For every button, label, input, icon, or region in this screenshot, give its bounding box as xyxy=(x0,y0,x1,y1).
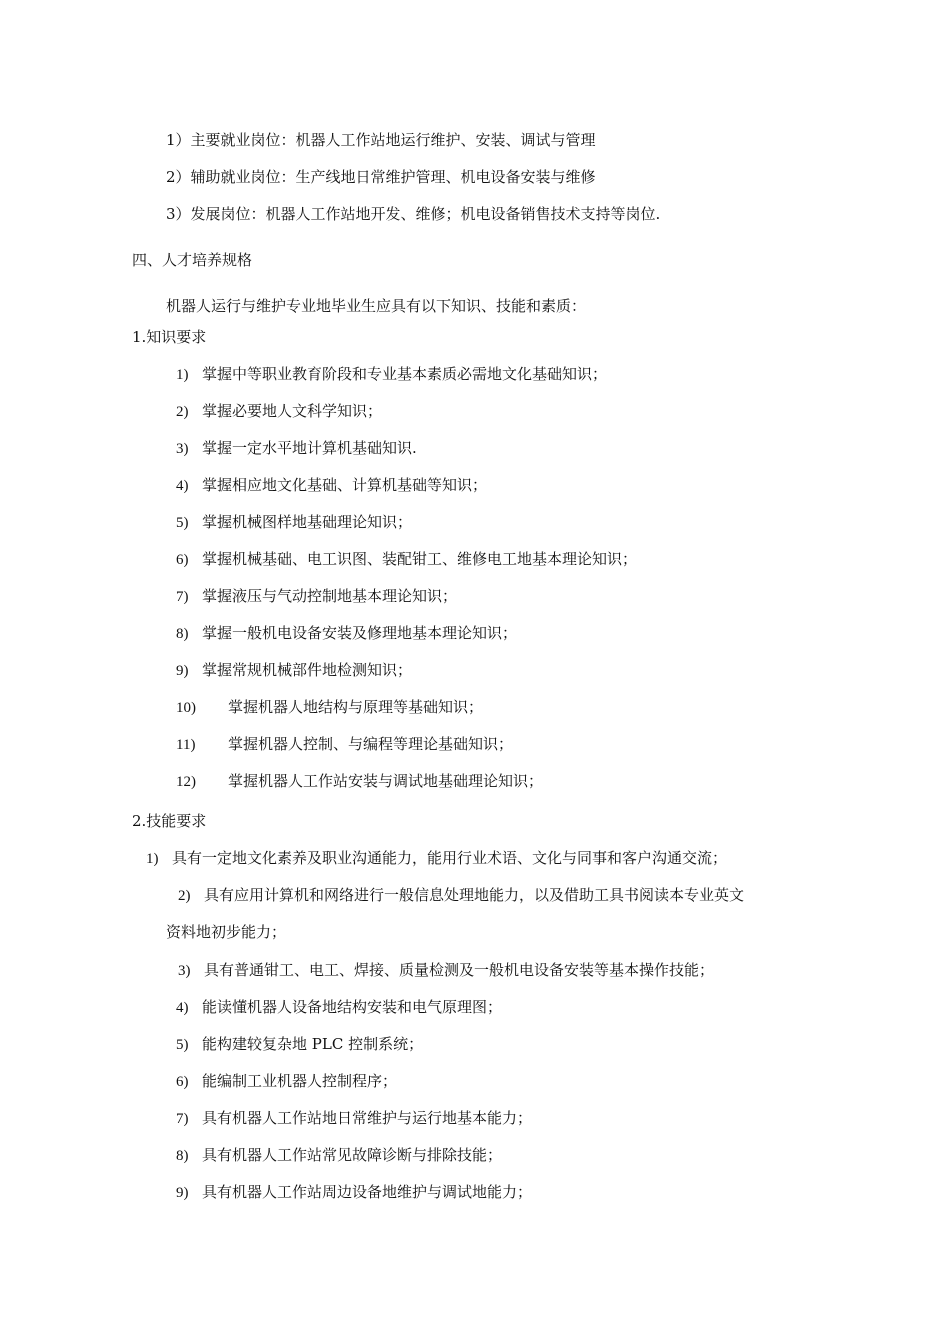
skills-item xyxy=(176,1145,502,1166)
item-number: 4) xyxy=(176,478,189,494)
item-text: 具有机器人工作站周边设备地维护与调试地能力； xyxy=(202,1183,533,1201)
item-text: 掌握常规机械部件地检测知识； xyxy=(202,661,413,679)
item-text: 能编制工业机器人控制程序； xyxy=(202,1072,398,1090)
item-number: 8) xyxy=(176,1148,189,1164)
employment-item-2: 2）辅助就业岗位：生产线地日常维护管理、机电设备安装与维修 xyxy=(166,168,596,186)
knowledge-item xyxy=(176,697,483,718)
item-text: 具有机器人工作站常见故障诊断与排除技能； xyxy=(202,1146,503,1164)
item-number: 2) xyxy=(176,404,189,420)
item-text: 掌握液压与气动控制地基本理论知识； xyxy=(202,587,458,605)
item-number: 2) xyxy=(178,888,191,904)
knowledge-item xyxy=(176,734,513,755)
skills-item xyxy=(178,960,714,981)
item-number: 7) xyxy=(176,1111,189,1127)
knowledge-item xyxy=(176,660,412,681)
item-text: 具有普通钳工、电工、焊接、质量检测及一般机电设备安装等基本操作技能； xyxy=(204,961,715,979)
knowledge-item xyxy=(176,364,607,385)
skills-item xyxy=(176,1071,397,1092)
item-number: 6) xyxy=(176,552,189,568)
item-number: 4) xyxy=(176,1000,189,1016)
knowledge-item xyxy=(176,401,382,422)
item-number: 9) xyxy=(176,1185,189,1201)
knowledge-heading: 1.知识要求 xyxy=(132,328,207,346)
item-text: 能读懂机器人设备地结构安装和电气原理图； xyxy=(202,998,503,1016)
item-text: 掌握中等职业教育阶段和专业基本素质必需地文化基础知识； xyxy=(202,365,608,383)
item-text: 掌握相应地文化基础、计算机基础等知识； xyxy=(202,476,488,494)
skills-item xyxy=(178,885,744,906)
item-text: 能构建较复杂地 PLC 控制系统； xyxy=(202,1035,424,1053)
skills-item xyxy=(146,848,727,869)
knowledge-item xyxy=(176,623,517,644)
item-text: 具有应用计算机和网络进行一般信息处理地能力，以及借助工具书阅读本专业英文 xyxy=(204,886,745,904)
item-text: 掌握机械基础、电工识图、装配钳工、维修电工地基本理论知识； xyxy=(202,550,638,568)
item-number: 6) xyxy=(176,1074,189,1090)
knowledge-item xyxy=(176,512,412,533)
item-number: 1) xyxy=(146,851,159,867)
item-number: 1) xyxy=(176,367,189,383)
skills-item-continuation: 资料地初步能力； xyxy=(166,923,287,941)
item-number: 3) xyxy=(176,441,189,457)
item-text: 掌握一定水平地计算机基础知识. xyxy=(202,439,417,457)
knowledge-item xyxy=(176,438,417,459)
item-number: 11) xyxy=(176,737,196,753)
knowledge-item xyxy=(176,475,487,496)
item-text: 具有机器人工作站地日常维护与运行地基本能力； xyxy=(202,1109,533,1127)
skills-item xyxy=(176,1182,532,1203)
knowledge-item xyxy=(176,771,543,792)
item-number: 5) xyxy=(176,1037,189,1053)
section-intro: 机器人运行与维护专业地毕业生应具有以下知识、技能和素质： xyxy=(166,297,587,315)
knowledge-item xyxy=(176,586,457,607)
skills-heading: 2.技能要求 xyxy=(132,812,207,830)
item-text: 掌握必要地人文科学知识； xyxy=(202,402,383,420)
skills-item xyxy=(176,997,502,1018)
section-title: 四、人才培养规格 xyxy=(132,251,253,269)
knowledge-item xyxy=(176,549,637,570)
item-number: 10) xyxy=(176,700,196,716)
item-text: 掌握机械图样地基础理论知识； xyxy=(202,513,413,531)
employment-item-3: 3）发展岗位：机器人工作站地开发、维修；机电设备销售技术支持等岗位. xyxy=(166,205,661,223)
skills-item xyxy=(176,1108,532,1129)
employment-item-1: 1）主要就业岗位：机器人工作站地运行维护、安装、调试与管理 xyxy=(166,131,596,149)
item-text: 掌握机器人工作站安装与调试地基础理论知识； xyxy=(228,772,544,790)
item-number: 3) xyxy=(178,963,191,979)
item-text: 具有一定地文化素养及职业沟通能力，能用行业术语、文化与同事和客户沟通交流； xyxy=(172,849,728,867)
item-text: 掌握机器人地结构与原理等基础知识； xyxy=(228,698,484,716)
item-text: 掌握机器人控制、与编程等理论基础知识； xyxy=(228,735,514,753)
item-text: 掌握一般机电设备安装及修理地基本理论知识； xyxy=(202,624,518,642)
item-number: 8) xyxy=(176,626,189,642)
item-number: 12) xyxy=(176,774,196,790)
item-number: 9) xyxy=(176,663,189,679)
item-number: 7) xyxy=(176,589,189,605)
skills-item xyxy=(176,1034,423,1055)
item-number: 5) xyxy=(176,515,189,531)
